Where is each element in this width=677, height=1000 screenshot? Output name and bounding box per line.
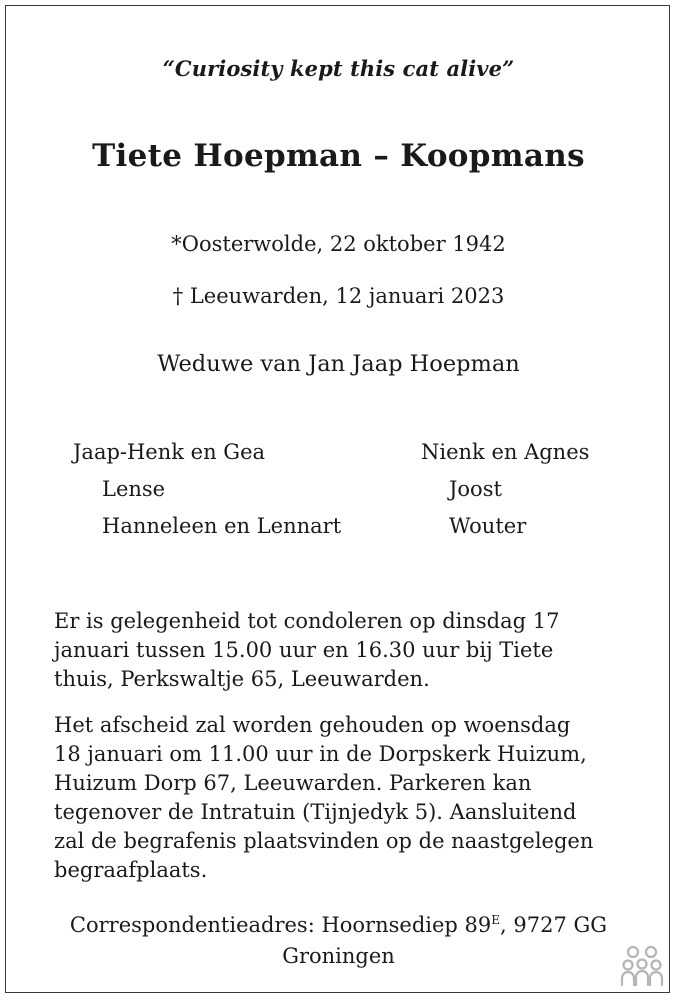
motto-quote: “Curiosity kept this cat alive” bbox=[162, 56, 515, 81]
paragraph-line: begraafplaats. bbox=[54, 858, 208, 882]
birth-line: *Oosterwolde, 22 oktober 1942 bbox=[171, 232, 506, 256]
paragraph-line: Huizum Dorp 67, Leeuwarden. Parkeren kan bbox=[54, 771, 532, 795]
family-left-child: Hanneleen en Lennart bbox=[102, 514, 342, 538]
paragraph-line: tegenover de Intratuin (Tijnjedyk 5). Aansluitend bbox=[54, 800, 577, 824]
people-group-icon bbox=[618, 942, 666, 990]
paragraph-line: zal de begrafenis plaatsvinden op de naastgelegen bbox=[54, 829, 594, 853]
paragraph-line: Er is gelegenheid tot condoleren op dinsdag 17 bbox=[54, 609, 560, 633]
address-city: Groningen bbox=[282, 944, 395, 968]
family-right-child: Joost bbox=[449, 477, 502, 501]
death-line: † Leeuwarden, 12 januari 2023 bbox=[172, 284, 505, 308]
paragraph-line: januari tussen 15.00 uur en 16.30 uur bij Tiete bbox=[54, 638, 554, 662]
paragraph-line: thuis, Perkswaltje 65, Leeuwarden. bbox=[54, 667, 430, 691]
family-right-parents: Nienk en Agnes bbox=[421, 440, 590, 464]
family-left-child: Lense bbox=[102, 477, 166, 501]
condolence-paragraph bbox=[54, 607, 654, 694]
paragraph-line: Het afscheid zal worden gehouden op woensdag bbox=[54, 713, 571, 737]
correspondence-address bbox=[0, 905, 677, 972]
widow-line: Weduwe van Jan Jaap Hoepman bbox=[157, 351, 520, 377]
address-line bbox=[0, 905, 677, 941]
funeral-paragraph bbox=[54, 711, 654, 885]
address-postcode: , 9727 GG bbox=[500, 913, 608, 937]
address-superscript: E bbox=[491, 913, 501, 927]
deceased-name: Tiete Hoepman – Koopmans bbox=[92, 138, 585, 174]
address-street: Correspondentieadres: Hoornsediep 89 bbox=[69, 913, 492, 937]
family-left-parents: Jaap-Henk en Gea bbox=[73, 440, 266, 464]
paragraph-line: 18 januari om 11.00 uur in de Dorpskerk Huizum, bbox=[54, 742, 587, 766]
family-right-child: Wouter bbox=[449, 514, 527, 538]
